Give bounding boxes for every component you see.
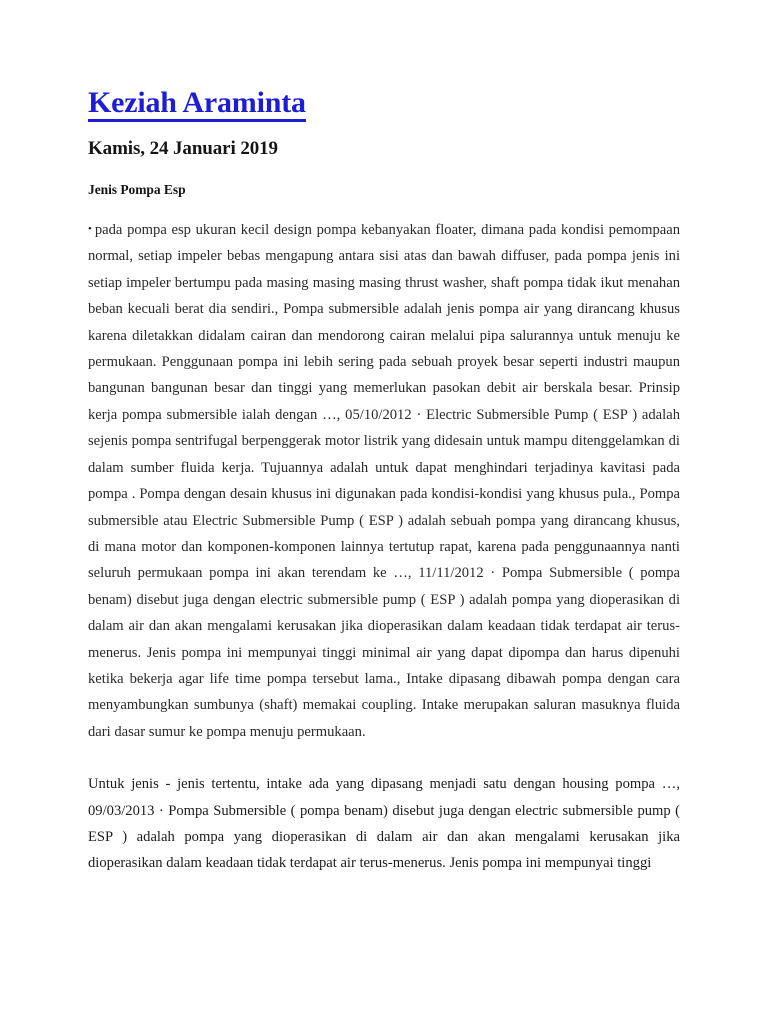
bullet-icon: •	[88, 223, 92, 236]
post-date-heading: Kamis, 24 Januari 2019	[88, 138, 278, 159]
body-paragraph-2: Untuk jenis - jenis tertentu, intake ada yang dipasang menjadi satu dengan housing pompa …, 09/03/2013 · Pompa Submersible ( pompa benam) disebut juga dengan electric submersible pump ( ESP ) adalah pompa yang dioperasikan di dalam air dan akan mengalami kerusakan jika dioperasikan dalam keadaan tidak terdapat air terus-menerus. Jenis pompa ini mempunyai tinggi	[88, 776, 680, 872]
blog-title-container	[88, 88, 680, 122]
post-subheading: Jenis Pompa Esp	[88, 181, 186, 197]
body-paragraph-1-text: pada pompa esp ukuran kecil design pompa kebanyakan floater, dimana pada kondisi pemompaan normal, setiap impeler bebas mengapung antara sisi atas dan bawah diffuser, pada pompa jenis ini setiap impeler bertumpu pada masing masing masing thrust washer, shaft pompa tidak ikut menahan beban kecuali berat dia sendiri., Pompa submersible adalah jenis pompa air yang dirancang khusus karena diletakkan didalam cairan dan mendorong cairan melalui pipa salurannya untuk menuju ke permukaan. Penggunaan pompa ini lebih sering pada sebuah proyek besar seperti industri maupun bangunan bangunan besar dan tinggi yang memerlukan pasokan debit air berskala besar. Prinsip kerja pompa submersible ialah dengan …, 05/10/2012 · Electric Submersible Pump ( ESP ) adalah sejenis pompa sentrifugal berpenggerak motor listrik yang didesain untuk mampu ditenggelamkan di dalam sumber fluida kerja. Tujuannya adalah untuk dapat menghindari terjadinya kavitasi pada pompa . Pompa dengan desain khusus ini digunakan pada kondisi-kondisi yang khusus pula., Pompa submersible atau Electric Submersible Pump ( ESP ) adalah sebuah pompa yang dirancang khusus, di mana motor dan komponen-komponen lainnya tertutup rapat, karena pada penggunaannya nanti seluruh permukaan pompa ini akan terendam ke …, 11/11/2012 · Pompa Submersible ( pompa benam) disebut juga dengan electric submersible pump ( ESP ) adalah pompa yang dioperasikan di dalam air dan akan mengalami kerusakan jika dioperasikan dalam keadaan tidak terdapat air terus-menerus. Jenis pompa ini mempunyai tinggi minimal air yang dapat dipompa dan harus dipenuhi ketika bekerja agar life time pompa tersebut lama., Intake dipasang dibawah pompa dengan cara menyambungkan sumbunya (shaft) memakai coupling. Intake merupakan saluran masuknya fluida dari dasar sumur ke pompa menuju permukaan.	[88, 222, 680, 740]
body-paragraph-1	[88, 216, 680, 745]
blog-title-link[interactable]: Keziah Araminta	[88, 88, 306, 122]
document-content	[88, 88, 680, 877]
